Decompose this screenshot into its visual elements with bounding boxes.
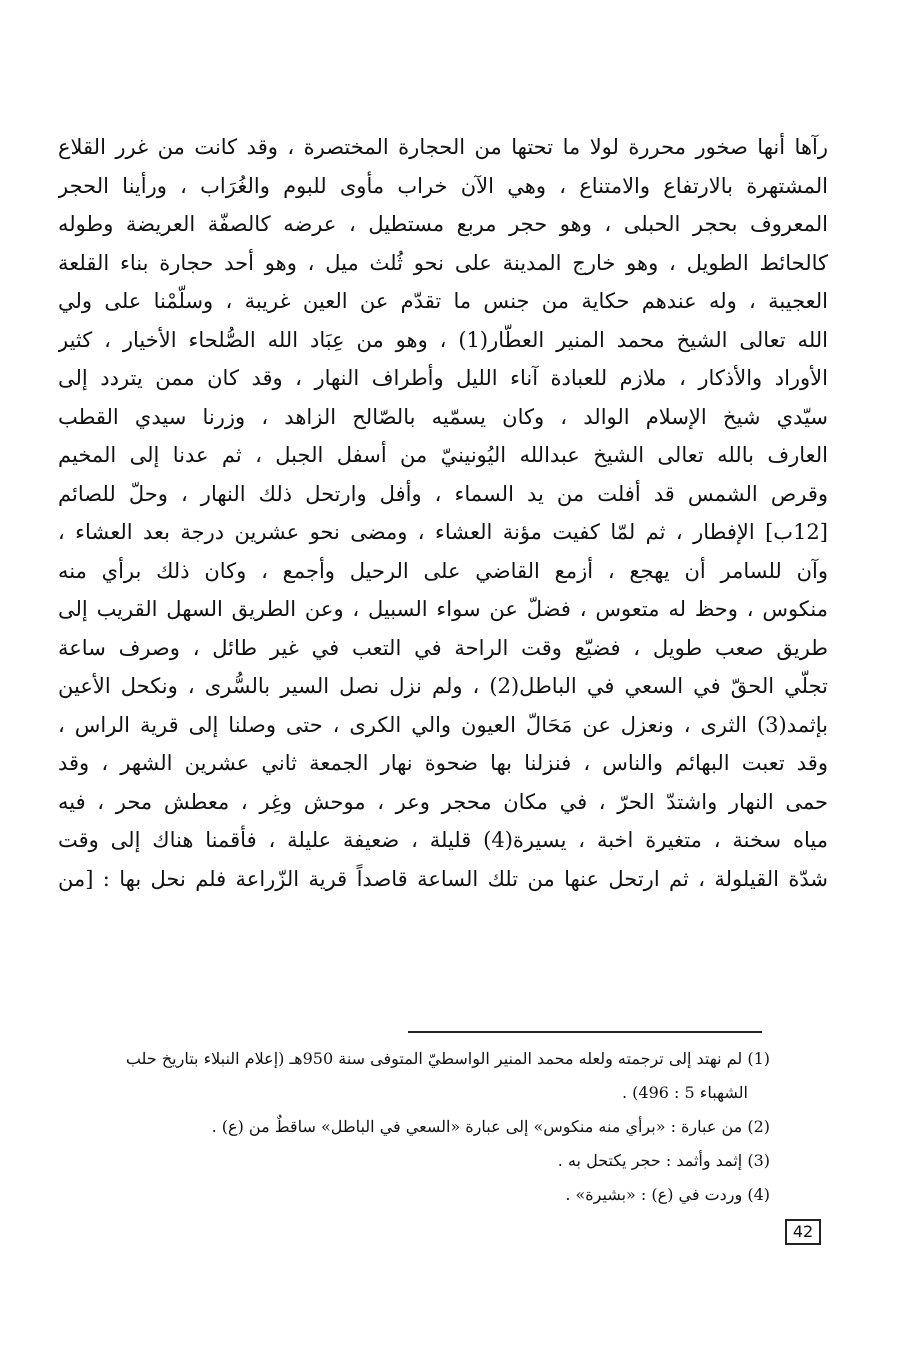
footnote-3: (3) إثمد وأثمد : حجر يكتحل به .	[557, 1151, 770, 1170]
text-line: الأوراد والأذكار ، ملازم للعبادة آناء الليل وأطراف النهار ، وقد كان ممن يتردد إلى	[58, 366, 828, 390]
text-line: حمى النهار واشتدّ الحرّ ، في مكان محجر وعر ، موحش وغِر ، معطش محر ، فيه	[58, 789, 828, 814]
text-line: بإثمد(3) الثرى ، ونعزل عن مَحَالّ العيون والي الكرى ، حتى وصلنا إلى قرية الراس ،	[58, 712, 828, 737]
text-line: المعروف بحجر الحبلى ، وهو حجر مربع مستطيل ، عرضه كالصفّة العريضة وطوله	[58, 212, 828, 236]
page-number: 42	[785, 1219, 821, 1245]
footnote-1: (1) لم نهتد إلى ترجمته ولعله محمد المنير الواسطيّ المتوفى سنة 950هـ (إعلام النبلاء بتاريخ حلب	[125, 1049, 770, 1068]
text-line: وقد تعبت البهائم والناس ، فنزلنا بها ضحوة نهار الجمعة ثاني عشرين الشهر ، وقد	[58, 751, 828, 775]
text-line: [12ب] الإفطار ، ثم لمّا كفيت مؤنة العشاء ، ومضى نحو عشرين درجة بعد العشاء ،	[58, 520, 828, 544]
text-line: شدّة القيلولة ، ثم ارتحل عنها من تلك الساعة قاصداً قرية الزّراعة فلم نحل بها : [من	[58, 866, 828, 891]
footnote-4: (4) وردت في (ع) : «بشيرة» .	[565, 1185, 770, 1204]
text-line: كالحائط الطويل ، وهو خارج المدينة على نحو ثُلث ميل ، وهو أحد حجارة بناء القلعة	[58, 250, 828, 275]
text-line: سيّدي شيخ الإسلام الوالد ، وكان يسمّيه بالصّالح الزاهد ، وزرنا سيدي القطب	[58, 404, 828, 429]
text-line: المشتهرة بالارتفاع والامتناع ، وهي الآن خراب مأوى للبوم والغُرَاب ، ورأينا الحجر	[58, 173, 828, 198]
footnotes	[58, 1042, 770, 1212]
text-line: منكوس ، وحظ له متعوس ، فضلّ عن سواء السبيل ، وعن الطريق السهل القريب إلى	[58, 597, 828, 621]
text-line: العجيبة ، وله عندهم حكاية من جنس ما تقدّم عن العين غريبة ، وسلّمْنا على ولي	[58, 289, 828, 313]
text-line: طريق صعب طويل ، فضيّع وقت الراحة في التعب في غير طائل ، وصرف ساعة	[58, 635, 828, 660]
text-line: تجلّي الحقّ في السعي في الباطل(2) ، ولم نزل نصل السير بالسُّرى ، ونكحل الأعين	[58, 674, 828, 698]
text-line: رآها أنها صخور محررة لولا ما تحتها من الحجارة المختصرة ، وقد كانت من غرر القلاع	[58, 135, 828, 159]
text-line: وآن للسامر أن يهجع ، أزمع القاضي على الرحيل وأجمع ، وكان ذلك برأي منه	[58, 558, 828, 583]
main-text	[58, 128, 828, 898]
text-line: العارف بالله تعالى الشيخ عبدالله اليُونينيّ من أسفل الجبل ، ثم عدنا إلى المخيم	[58, 443, 828, 467]
footnote-1-continuation: الشهباء 5 : 496) .	[622, 1083, 748, 1102]
text-line: مياه سخنة ، متغيرة اخبة ، يسيرة(4) قليلة ، ضعيفة عليلة ، فأقمنا هناك إلى وقت	[58, 828, 828, 852]
text-line: وقرص الشمس قد أفلت من يد السماء ، وأفل وارتحل ذلك النهار ، وحلّ للصائم	[58, 481, 828, 506]
footnote-2: (2) من عبارة : «برأي منه منكوس» إلى عبارة «السعي في الباطل» ساقطٌ من (ع) .	[211, 1117, 770, 1136]
footnote-separator	[408, 1031, 762, 1033]
text-line: الله تعالى الشيخ محمد المنير العطّار(1) ، وهو من عِبَاد الله الصُّلحاء الأخيار ، كثير	[58, 327, 828, 352]
